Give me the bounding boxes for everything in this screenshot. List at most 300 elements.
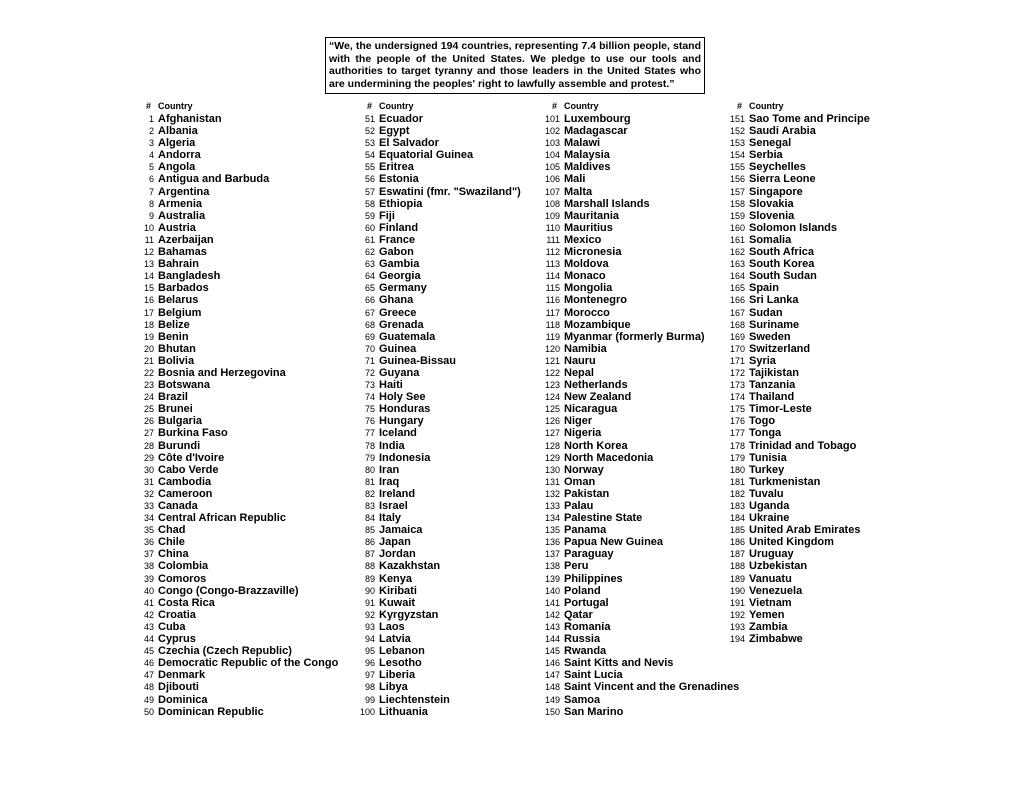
country-number: 77: [364, 428, 375, 439]
country-name: Iraq: [379, 475, 400, 488]
country-number: 80: [364, 464, 375, 475]
country-number: 65: [364, 283, 375, 294]
country-name: Singapore: [749, 185, 803, 198]
country-number: 173: [729, 380, 745, 391]
country-number: 39: [143, 573, 154, 584]
country-name: Cabo Verde: [158, 463, 219, 476]
country-name: Saint Lucia: [564, 669, 623, 682]
country-name: Chad: [158, 524, 186, 537]
country-number: 41: [143, 597, 154, 608]
country-number: 165: [729, 283, 745, 294]
country-number: 66: [364, 295, 375, 306]
country-number: 104: [544, 150, 560, 161]
country-number: 4: [148, 150, 154, 161]
country-number: 159: [729, 210, 745, 221]
country-number: 89: [364, 573, 375, 584]
country-name: Tunisia: [749, 451, 787, 464]
country-number: 81: [364, 476, 375, 487]
country-number: 24: [143, 392, 154, 403]
country-number: 63: [364, 259, 375, 270]
country-number: 70: [364, 343, 375, 354]
country-name: Bahamas: [158, 246, 207, 259]
country-name: Ghana: [379, 294, 414, 307]
header-country-label: Country: [749, 101, 784, 111]
country-name: Niger: [564, 415, 593, 428]
country-number: 163: [729, 259, 745, 270]
country-name: India: [379, 439, 405, 452]
country-number: 105: [544, 162, 560, 173]
country-name: Myanmar (formerly Burma): [564, 330, 705, 343]
country-number: 168: [729, 319, 745, 330]
country-number: 122: [544, 367, 560, 378]
country-number: 60: [364, 222, 375, 233]
country-name: Finland: [379, 221, 419, 234]
country-name: Dominica: [158, 693, 208, 706]
country-number: 116: [545, 295, 560, 306]
country-name: Vietnam: [749, 596, 792, 609]
country-number: 103: [544, 138, 560, 149]
country-number: 22: [143, 367, 154, 378]
country-name: Madagascar: [564, 125, 628, 138]
country-number: 58: [364, 198, 375, 209]
country-number: 46: [143, 658, 154, 669]
country-name: Bosnia and Herzegovina: [158, 366, 286, 379]
country-number: 100: [359, 706, 375, 717]
country-name: Algeria: [158, 137, 196, 150]
country-number: 15: [143, 283, 154, 294]
country-number: 153: [729, 138, 745, 149]
country-number: 90: [364, 585, 375, 596]
header-number-label: #: [552, 101, 558, 111]
country-number: 78: [364, 440, 375, 451]
country-name: Democratic Republic of the Congo: [158, 657, 339, 670]
country-name: Honduras: [379, 403, 431, 416]
country-number: 10: [143, 222, 154, 233]
country-name: Slovakia: [749, 197, 794, 210]
country-name: Georgia: [379, 270, 421, 283]
country-number: 42: [143, 609, 154, 620]
country-number: 138: [544, 561, 560, 572]
header-number-label: #: [146, 101, 152, 111]
country-number: 82: [364, 488, 375, 499]
country-name: South Korea: [749, 258, 815, 271]
country-number: 1: [148, 114, 154, 124]
country-number: 29: [143, 452, 154, 463]
country-name: Gabon: [379, 246, 414, 259]
country-number: 85: [364, 525, 375, 536]
country-name: Eswatini (fmr. "Swaziland"): [379, 185, 521, 198]
country-name: Barbados: [158, 282, 209, 295]
country-name: Fiji: [379, 209, 395, 222]
country-number: 53: [364, 138, 375, 149]
country-name: Palestine State: [564, 512, 643, 525]
country-number: 54: [364, 150, 375, 161]
country-name: Portugal: [564, 596, 609, 609]
country-name: Canada: [158, 500, 198, 512]
country-name: Spain: [749, 282, 779, 295]
country-name: Senegal: [749, 137, 792, 150]
country-number: 71: [364, 355, 375, 366]
country-name: Switzerland: [749, 342, 811, 355]
country-name: Sri Lanka: [749, 294, 799, 307]
country-name: Bhutan: [158, 342, 196, 355]
country-name: Syria: [749, 354, 776, 367]
country-number: 106: [544, 174, 560, 185]
country-number: 162: [729, 247, 745, 258]
country-number: 161: [729, 234, 745, 245]
country-number: 64: [364, 271, 375, 282]
country-number: 93: [364, 621, 375, 632]
country-name: Malta: [564, 185, 593, 198]
country-name: Panama: [564, 524, 607, 537]
country-name: Nigeria: [564, 427, 602, 440]
country-number: 2: [148, 126, 154, 137]
country-name: Japan: [379, 536, 411, 549]
header-number-label: #: [737, 101, 743, 111]
country-name: New Zealand: [564, 391, 632, 404]
country-number: 146: [544, 658, 560, 669]
country-number: 108: [544, 198, 560, 209]
country-name: Montenegro: [564, 294, 627, 307]
country-number: 12: [143, 247, 154, 258]
country-name: Australia: [158, 209, 206, 222]
country-name: El Salvador: [379, 137, 439, 150]
country-name: Chile: [158, 536, 185, 549]
country-name: Andorra: [158, 149, 201, 162]
country-name: Guyana: [379, 366, 420, 379]
country-name: Benin: [158, 330, 189, 343]
country-name: Malaysia: [564, 149, 610, 162]
country-name: Antigua and Barbuda: [158, 173, 270, 186]
country-name: Latvia: [379, 633, 411, 646]
country-name: Suriname: [749, 318, 800, 331]
country-name: Turkmenistan: [749, 475, 821, 488]
country-number: 75: [364, 404, 375, 415]
country-number: 34: [143, 513, 154, 524]
country-number: 92: [364, 609, 375, 620]
country-number: 45: [143, 646, 154, 657]
country-name: Estonia: [379, 173, 419, 186]
country-name: Cuba: [158, 620, 186, 633]
country-name: Oman: [564, 475, 596, 488]
country-name: Angola: [158, 161, 196, 174]
country-name: Qatar: [564, 608, 593, 621]
country-number: 189: [729, 573, 745, 584]
pledge-quote-text: “We, the undersigned 194 countries, representing 7.4 billion people, stand with the people of the United States. We pledge to use our tools and authorities to target tyranny and those leaders in the United States who are undermining the peoples' right to lawfully assemble and protest.”: [329, 40, 701, 90]
country-number: 13: [143, 259, 154, 270]
country-number: 79: [364, 452, 375, 463]
country-number: 20: [143, 343, 154, 354]
country-name: Cameroon: [158, 487, 213, 500]
country-number: 98: [364, 682, 375, 693]
country-name: Liberia: [379, 669, 416, 682]
country-number: 83: [364, 501, 375, 511]
country-name: Ireland: [379, 487, 416, 500]
country-name: Solomon Islands: [749, 221, 838, 234]
country-name: Romania: [564, 620, 611, 633]
country-number: 21: [143, 355, 154, 366]
country-number: 130: [544, 464, 560, 475]
country-number: 158: [729, 198, 745, 209]
country-name: Saint Kitts and Nevis: [564, 657, 674, 670]
country-number: 155: [729, 162, 745, 173]
country-number: 51: [364, 114, 375, 124]
country-number: 19: [143, 331, 154, 342]
country-name: Belize: [158, 318, 190, 331]
country-number: 188: [729, 561, 745, 572]
country-number: 3: [148, 138, 154, 149]
country-number: 107: [544, 186, 560, 197]
country-number: 25: [143, 404, 154, 415]
country-number: 183: [729, 501, 745, 511]
country-number: 23: [143, 380, 154, 391]
country-name: Uganda: [749, 500, 790, 512]
country-name: Ecuador: [379, 113, 424, 125]
country-number: 86: [364, 537, 375, 548]
country-name: Samoa: [564, 693, 601, 706]
country-number: 129: [544, 452, 560, 463]
country-number: 87: [364, 549, 375, 560]
country-number: 150: [544, 706, 560, 717]
country-number: 110: [545, 222, 560, 233]
country-name: Eritrea: [379, 161, 414, 174]
country-name: Armenia: [158, 197, 203, 210]
country-number: 141: [544, 597, 560, 608]
country-number: 43: [143, 621, 154, 632]
country-name: Venezuela: [749, 584, 803, 597]
country-number: 111: [546, 234, 560, 245]
country-number: 145: [544, 646, 560, 657]
country-number: 179: [729, 452, 745, 463]
country-number: 62: [364, 247, 375, 258]
country-name: Comoros: [158, 572, 207, 585]
country-name: Central African Republic: [158, 512, 286, 525]
header-country-label: Country: [379, 101, 414, 111]
country-number: 177: [729, 428, 745, 439]
country-number: 57: [364, 186, 375, 197]
country-number: 140: [544, 585, 560, 596]
country-name: Czechia (Czech Republic): [158, 645, 292, 658]
country-number: 152: [729, 126, 745, 137]
country-name: Namibia: [564, 342, 607, 355]
country-name: Sierra Leone: [749, 173, 816, 186]
country-number: 133: [544, 501, 560, 511]
country-name: Brazil: [158, 391, 188, 404]
country-name: Congo (Congo-Brazzaville): [158, 584, 299, 597]
country-name: Mexico: [564, 233, 602, 246]
country-name: Kuwait: [379, 596, 416, 609]
country-number: 38: [143, 561, 154, 572]
country-name: San Marino: [564, 705, 624, 718]
country-name: Denmark: [158, 669, 206, 682]
country-number: 154: [729, 150, 745, 161]
country-name: Libya: [379, 681, 408, 694]
country-name: Guatemala: [379, 330, 436, 343]
country-name: Togo: [749, 415, 776, 428]
country-name: Costa Rica: [158, 596, 215, 609]
country-name: Papua New Guinea: [564, 536, 664, 549]
country-number: 31: [143, 476, 154, 487]
country-name: Colombia: [158, 560, 209, 573]
country-name: Dominican Republic: [158, 705, 264, 718]
country-name: Sudan: [749, 306, 783, 319]
country-number: 156: [729, 174, 745, 185]
country-name: Saint Vincent and the Grenadines: [564, 681, 740, 694]
country-name: Croatia: [158, 608, 196, 621]
country-name: Jamaica: [379, 524, 423, 537]
country-name: Malawi: [564, 137, 601, 150]
country-name: Nicaragua: [564, 403, 618, 416]
country-name: Zimbabwe: [749, 633, 803, 646]
country-number: 151: [729, 114, 745, 124]
country-number: 99: [364, 694, 375, 705]
country-name: Nepal: [564, 366, 594, 379]
country-number: 18: [143, 319, 154, 330]
country-number: 37: [143, 549, 154, 560]
country-number: 96: [364, 658, 375, 669]
country-number: 5: [148, 162, 154, 173]
country-name: South Sudan: [749, 270, 817, 283]
country-name: North Korea: [564, 439, 628, 452]
country-number: 166: [729, 295, 745, 306]
country-name: Egypt: [379, 125, 410, 138]
country-number: 50: [143, 706, 154, 717]
country-number: 192: [729, 609, 745, 620]
country-name: China: [158, 548, 189, 561]
country-number: 143: [544, 621, 560, 632]
country-name: Netherlands: [564, 379, 628, 392]
country-number: 49: [143, 694, 154, 705]
country-number: 172: [729, 367, 745, 378]
country-number: 164: [729, 271, 745, 282]
country-number: 17: [143, 307, 154, 318]
country-number: 48: [143, 682, 154, 693]
country-name: Lesotho: [379, 657, 422, 670]
country-number: 8: [148, 198, 154, 209]
country-name: Albania: [158, 125, 198, 138]
country-name: Vanuatu: [749, 572, 792, 585]
country-name: Mali: [564, 173, 586, 186]
country-number: 126: [544, 416, 560, 427]
country-name: Jordan: [379, 548, 416, 561]
country-number: 127: [544, 428, 560, 439]
country-number: 135: [544, 525, 560, 536]
country-name: Uruguay: [749, 548, 794, 561]
country-name: Mauritania: [564, 209, 620, 222]
country-name: Tonga: [749, 427, 782, 440]
country-number: 190: [729, 585, 745, 596]
country-number: 119: [545, 331, 560, 342]
country-number: 7: [148, 186, 154, 197]
country-number: 109: [544, 210, 560, 221]
country-number: 171: [729, 355, 745, 366]
country-number: 194: [729, 634, 745, 645]
country-name: Pakistan: [564, 487, 610, 500]
country-name: Maldives: [564, 161, 611, 174]
country-name: Gambia: [379, 258, 420, 271]
country-number: 6: [148, 174, 154, 185]
country-number: 117: [545, 307, 560, 318]
country-number: 28: [143, 440, 154, 451]
country-number: 76: [364, 416, 375, 427]
country-name: Kyrgyzstan: [379, 608, 439, 621]
country-name: Bulgaria: [158, 415, 203, 428]
country-name: Uzbekistan: [749, 560, 808, 573]
country-name: Greece: [379, 306, 417, 319]
country-number: 113: [545, 259, 560, 270]
country-name: Argentina: [158, 185, 210, 198]
country-number: 182: [729, 488, 745, 499]
country-name: United Kingdom: [749, 536, 834, 549]
country-number: 67: [364, 307, 375, 318]
country-name: Rwanda: [564, 645, 607, 658]
country-number: 186: [729, 537, 745, 548]
country-name: Saudi Arabia: [749, 125, 816, 138]
country-name: Peru: [564, 560, 589, 573]
header-number-label: #: [367, 101, 373, 111]
country-number: 187: [729, 549, 745, 560]
country-number: 47: [143, 670, 154, 681]
country-number: 134: [544, 513, 560, 524]
country-name: Azerbaijan: [158, 233, 214, 246]
country-number: 32: [143, 488, 154, 499]
country-number: 176: [729, 416, 745, 427]
country-name: Côte d'Ivoire: [158, 451, 225, 464]
country-name: Holy See: [379, 391, 426, 404]
country-number: 142: [544, 609, 560, 620]
country-name: Burundi: [158, 439, 201, 452]
country-number: 181: [729, 476, 745, 487]
country-name: Grenada: [379, 318, 424, 331]
country-name: Kenya: [379, 572, 413, 585]
country-number: 139: [544, 573, 560, 584]
country-name: Russia: [564, 633, 601, 646]
country-name: Mozambique: [564, 318, 631, 331]
country-name: Tajikistan: [749, 366, 799, 379]
country-name: Brunei: [158, 403, 193, 416]
country-number: 160: [729, 222, 745, 233]
country-number: 73: [364, 380, 375, 391]
country-number: 175: [729, 404, 745, 415]
header-country-label: Country: [564, 101, 599, 111]
country-number: 56: [364, 174, 375, 185]
country-number: 170: [729, 343, 745, 354]
country-number: 26: [143, 416, 154, 427]
country-name: Palau: [564, 500, 594, 512]
country-name: Austria: [158, 221, 196, 234]
country-number: 118: [545, 319, 560, 330]
country-name: Trinidad and Tobago: [749, 439, 857, 452]
country-name: Burkina Faso: [158, 427, 228, 440]
country-name: Micronesia: [564, 246, 622, 259]
country-name: Liechtenstein: [379, 693, 450, 706]
country-name: Afghanistan: [158, 113, 222, 125]
country-number: 95: [364, 646, 375, 657]
country-name: Belgium: [158, 306, 202, 319]
country-name: Somalia: [749, 233, 792, 246]
country-number: 16: [143, 295, 154, 306]
country-name: Poland: [564, 584, 601, 597]
country-number: 114: [545, 271, 560, 282]
country-name: Bahrain: [158, 258, 199, 271]
country-number: 72: [364, 367, 375, 378]
country-name: Kiribati: [379, 584, 417, 597]
header-country-label: Country: [158, 101, 193, 111]
country-number: 14: [143, 271, 154, 282]
country-name: Lithuania: [379, 705, 428, 718]
country-number: 61: [364, 234, 375, 245]
country-number: 102: [544, 126, 560, 137]
